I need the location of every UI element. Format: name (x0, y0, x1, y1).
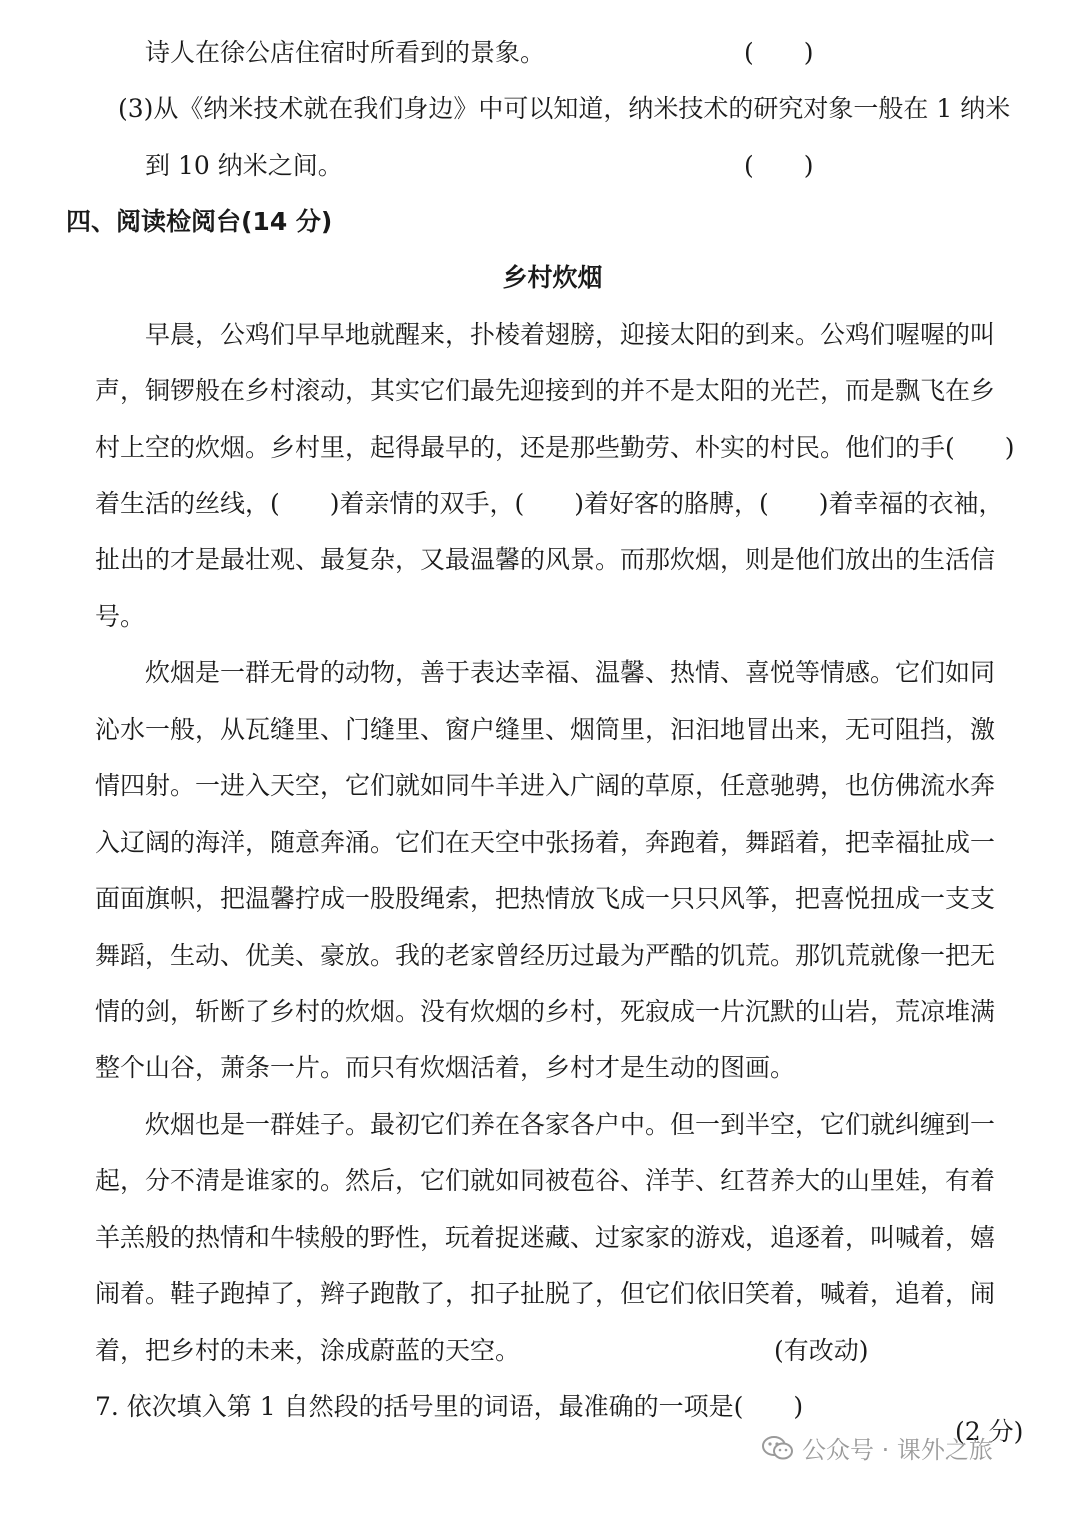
paragraph-line: 早晨，公鸡们早早地就醒来，扑棱着翅膀，迎接太阳的到来。公鸡们喔喔的叫 (145, 320, 996, 349)
paragraph-line: 情的剑，斩断了乡村的炊烟。没有炊烟的乡村，死寂成一片沉默的山岩，荒凉堆满 (95, 997, 996, 1026)
paragraph-line: 面面旗帜，把温馨拧成一股股绳索，把热情放飞成一只只风筝，把喜悦扭成一支支 (95, 884, 996, 913)
watermark-text: 公众号 · 课外之旅 (802, 1436, 993, 1464)
answer-blank: ( ) (744, 151, 814, 180)
passage-title: 乡村炊烟 (502, 263, 603, 292)
paragraph-line: 整个山谷，萧条一片。而只有炊烟活着，乡村才是生动的图画。 (95, 1053, 796, 1082)
paragraph-line: 羊羔般的热情和牛犊般的野性，玩着捉迷藏、过家家的游戏，追逐着，叫喊着，嬉 (95, 1223, 996, 1252)
paragraph-line: 闹着。鞋子跑掉了，辫子跑散了，扣子扯脱了，但它们依旧笑着，喊着，追着，闹 (95, 1279, 996, 1308)
paragraph-line: 声，铜锣般在乡村滚动，其实它们最先迎接到的并不是太阳的光芒，而是飘飞在乡 (95, 376, 996, 405)
paragraph-line: 起，分不清是谁家的。然后，它们就如同被苞谷、洋芋、红苕养大的山里娃，有着 (95, 1166, 996, 1195)
paragraph-line: 扯出的才是最壮观、最复杂，又最温馨的风景。而那炊烟，则是他们放出的生活信 (95, 545, 996, 574)
question-score: (2 分) (955, 1417, 1024, 1446)
paragraph-line: 村上空的炊烟。乡村里，起得最早的，还是那些勤劳、朴实的村民。他们的手( ) (95, 433, 1015, 462)
adapted-note: (有改动) (774, 1336, 869, 1365)
paragraph-line: 入辽阔的海洋，随意奔涌。它们在天空中张扬着，奔跑着，舞蹈着，把幸福扯成一 (95, 828, 996, 857)
wechat-icon (762, 1435, 794, 1461)
text-line: (3)从《纳米技术就在我们身边》中可以知道，纳米技术的研究对象一般在 1 纳米 (118, 94, 1011, 123)
question-7: 7. 依次填入第 1 自然段的括号里的词语，最准确的一项是( ) (95, 1392, 804, 1421)
paragraph-line: 炊烟是一群无骨的动物，善于表达幸福、温馨、热情、喜悦等情感。它们如同 (145, 658, 996, 687)
paragraph-line: 舞蹈，生动、优美、豪放。我的老家曾经历过最为严酷的饥荒。那饥荒就像一把无 (95, 941, 996, 970)
text-line: 诗人在徐公店住宿时所看到的景象。 (145, 38, 546, 67)
watermark (762, 1430, 993, 1465)
text-line: 到 10 纳米之间。 (145, 151, 343, 180)
paragraph-line: 沁水一般，从瓦缝里、门缝里、窗户缝里、烟筒里，汩汩地冒出来，无可阻挡，激 (95, 715, 996, 744)
paragraph-line: 着生活的丝线，( )着亲情的双手，( )着好客的胳膊，( )着幸福的衣袖， (95, 489, 1004, 518)
paragraph-line: 着，把乡村的未来，涂成蔚蓝的天空。 (95, 1336, 521, 1365)
paragraph-line: 号。 (95, 602, 146, 631)
paragraph-line: 炊烟也是一群娃子。最初它们养在各家各户中。但一到半空，它们就纠缠到一 (145, 1110, 996, 1139)
section-heading: 四、阅读检阅台(14 分) (66, 207, 333, 236)
paragraph-line: 情四射。一进入天空，它们就如同牛羊进入广阔的草原，任意驰骋，也仿佛流水奔 (95, 771, 996, 800)
answer-blank: ( ) (744, 38, 814, 67)
